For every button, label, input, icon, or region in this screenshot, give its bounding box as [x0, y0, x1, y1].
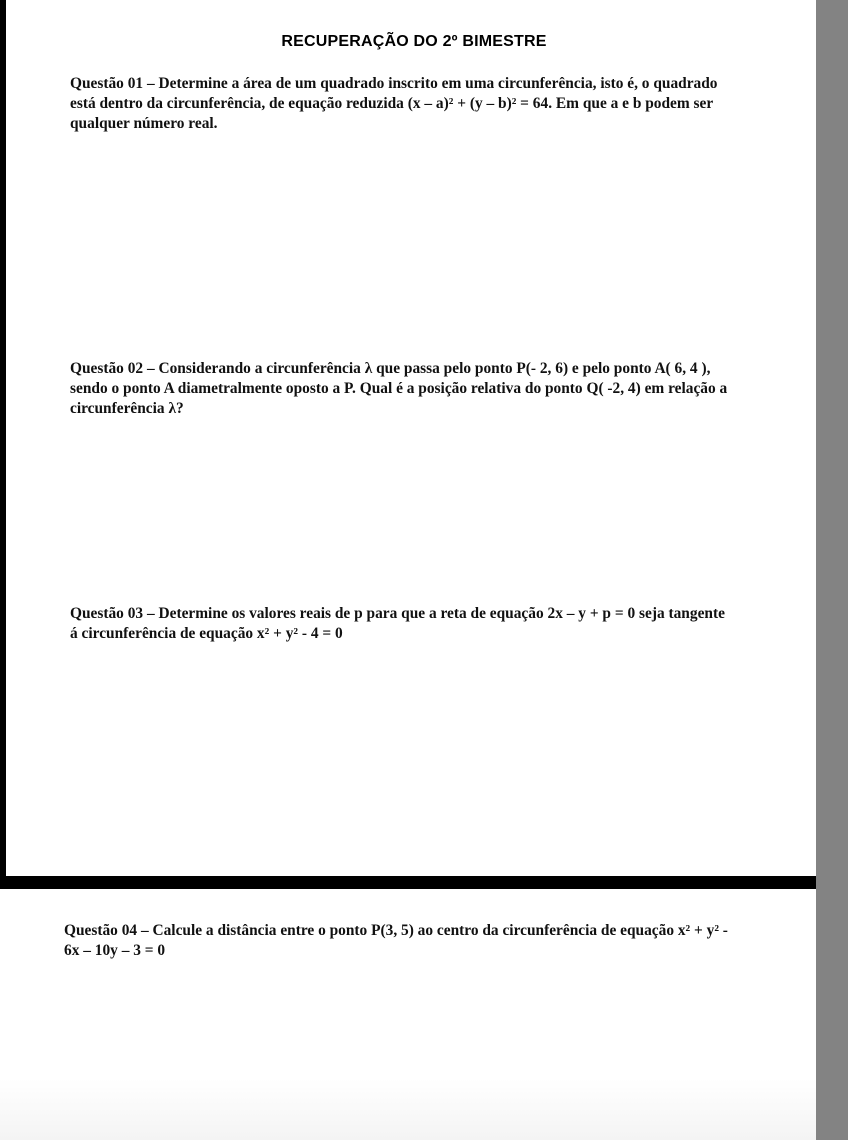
- question-03-line-1: Questão 03 – Determine os valores reais de p para que a reta de equação 2x – y + p = 0 seja tangente: [70, 605, 725, 622]
- question-04-line-1: Questão 04 – Calcule a distância entre o ponto P(3, 5) ao centro da circunferência de equação x² + y² -: [64, 922, 728, 939]
- question-02: [70, 359, 790, 419]
- question-01-line-1: Questão 01 – Determine a área de um quadrado inscrito em uma circunferência, isto é, o quadrado: [70, 75, 718, 92]
- question-04: [64, 921, 784, 961]
- question-02-line-2: sendo o ponto A diametralmente oposto a P. Qual é a posição relativa do ponto Q( -2, 4) em relação a: [70, 380, 728, 397]
- question-01: [70, 74, 790, 134]
- question-01-line-3: qualquer número real.: [70, 115, 218, 132]
- question-04-line-2: 6x – 10y – 3 = 0: [64, 942, 166, 959]
- viewer-side-bar: [816, 0, 848, 1140]
- document-page-top: [6, 0, 816, 876]
- document-page-bottom: [0, 889, 816, 1140]
- question-02-line-3: circunferência λ?: [70, 400, 184, 417]
- question-03: [70, 604, 790, 644]
- question-01-line-2: está dentro da circunferência, de equação reduzida (x – a)² + (y – b)² = 64. Em que a e b podem ser: [70, 95, 714, 112]
- question-03-line-2: á circunferência de equação x² + y² - 4 = 0: [70, 625, 343, 642]
- page-title: RECUPERAÇÃO DO 2º BIMESTRE: [281, 33, 547, 50]
- question-02-line-1: Questão 02 – Considerando a circunferência λ que passa pelo ponto P(- 2, 6) e pelo ponto A( 6, 4 ),: [70, 360, 711, 377]
